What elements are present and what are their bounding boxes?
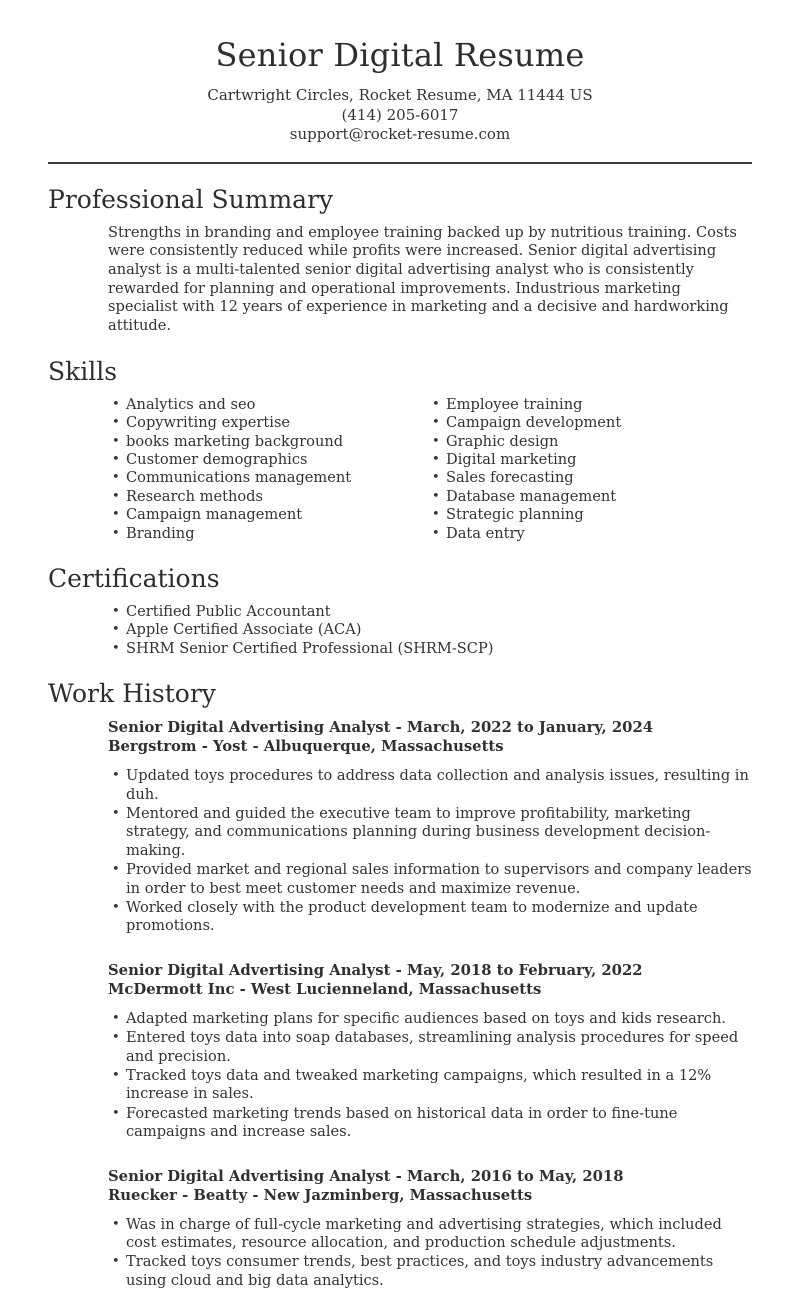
skill-item: • Sales forecasting <box>446 469 621 487</box>
job-bullet: • Was in charge of full-cycle marketing and advertising strategies, which included cost estimates, resource allocation, and production schedule adjustments. <box>126 1216 752 1253</box>
skill-item: • Digital marketing <box>446 451 621 469</box>
certifications-list <box>48 603 752 658</box>
section-work-history <box>48 679 752 1290</box>
job-bullet: • Mentored and guided the executive team to improve profitability, marketing strategy, and communications planning during business development decision-making. <box>126 805 752 861</box>
job-bullet-list <box>48 1010 752 1142</box>
skill-item: • Campaign management <box>126 506 446 524</box>
contact-phone: (414) 205-6017 <box>341 105 459 124</box>
skill-item: • Communications management <box>126 469 446 487</box>
job-title-line: Senior Digital Advertising Analyst - May, 2018 to February, 2022 <box>108 962 643 980</box>
job-bullet-list <box>48 1216 752 1291</box>
job-company-line: Ruecker - Beatty - New Jazminberg, Massachusetts <box>108 1186 533 1204</box>
job-bullet: • Worked closely with the product development team to modernize and update promotions. <box>126 899 752 936</box>
certification-item: • SHRM Senior Certified Professional (SHRM-SCP) <box>126 640 752 658</box>
skills-column-right <box>446 396 621 543</box>
job-bullet-list <box>48 767 752 936</box>
skills-column-left <box>48 396 446 543</box>
skill-item: • Customer demographics <box>126 451 446 469</box>
header-divider <box>48 162 752 164</box>
job-entry <box>48 718 752 936</box>
job-bullet: • Tracked toys data and tweaked marketing campaigns, which resulted in a 12% increase in sales. <box>126 1067 752 1104</box>
section-heading-professional-summary: Professional Summary <box>48 184 334 214</box>
certification-item: • Certified Public Accountant <box>126 603 752 621</box>
skill-item: • Campaign development <box>446 414 621 432</box>
section-heading-certifications: Certifications <box>48 563 220 593</box>
job-bullet: • Provided market and regional sales information to supervisors and company leaders in order to best meet customer needs and maximize revenue. <box>126 861 752 898</box>
job-title-line: Senior Digital Advertising Analyst - March, 2016 to May, 2018 <box>108 1167 624 1185</box>
skills-columns <box>48 396 752 543</box>
job-company-line: Bergstrom - Yost - Albuquerque, Massachusetts <box>108 738 504 756</box>
skill-item: • Research methods <box>126 488 446 506</box>
job-bullet: • Tracked toys consumer trends, best practices, and toys industry advancements using cloud and big data analytics. <box>126 1253 752 1290</box>
skill-item: • books marketing background <box>126 433 446 451</box>
summary-text: Strengths in branding and employee training backed up by nutritious training. Costs were consistently reduced while profits were increased. Senior digital advertising analyst is a multi-talented senior digital advertising analyst who is consistently rewarded for planning and operational improvements. Industrious marketing specialist with 12 years of experience in marketing and a decisive and hardworking attitude. <box>108 223 737 335</box>
job-bullet: • Forecasted marketing trends based on historical data in order to fine-tune campaigns and increase sales. <box>126 1105 752 1142</box>
job-entry <box>48 1167 752 1291</box>
skill-item: • Database management <box>446 488 621 506</box>
skill-item: • Analytics and seo <box>126 396 446 414</box>
section-professional-summary <box>48 185 752 336</box>
skill-item: • Branding <box>126 525 446 543</box>
section-heading-skills: Skills <box>48 356 118 386</box>
section-heading-work-history: Work History <box>48 679 216 709</box>
contact-address: Cartwright Circles, Rocket Resume, MA 11444 US <box>207 86 593 104</box>
job-bullet: • Adapted marketing plans for specific audiences based on toys and kids research. <box>126 1010 752 1029</box>
resume-header <box>48 36 752 145</box>
job-bullet: • Updated toys procedures to address data collection and analysis issues, resulting in duh. <box>126 767 752 804</box>
page-title: Senior Digital Resume <box>215 36 585 74</box>
skill-item: • Strategic planning <box>446 506 621 524</box>
skill-item: • Data entry <box>446 525 621 543</box>
skill-item: • Copywriting expertise <box>126 414 446 432</box>
job-company-line: McDermott Inc - West Lucienneland, Massachusetts <box>108 981 542 999</box>
job-bullet: • Entered toys data into soap databases, streamlining analysis procedures for speed and precision. <box>126 1029 752 1066</box>
skill-item: • Graphic design <box>446 433 621 451</box>
section-certifications <box>48 564 752 658</box>
section-skills <box>48 357 752 543</box>
contact-email: support@rocket-resume.com <box>289 125 511 143</box>
job-entry <box>48 961 752 1142</box>
job-title-line: Senior Digital Advertising Analyst - March, 2022 to January, 2024 <box>108 719 654 737</box>
certification-item: • Apple Certified Associate (ACA) <box>126 621 752 639</box>
skill-item: • Employee training <box>446 396 621 414</box>
